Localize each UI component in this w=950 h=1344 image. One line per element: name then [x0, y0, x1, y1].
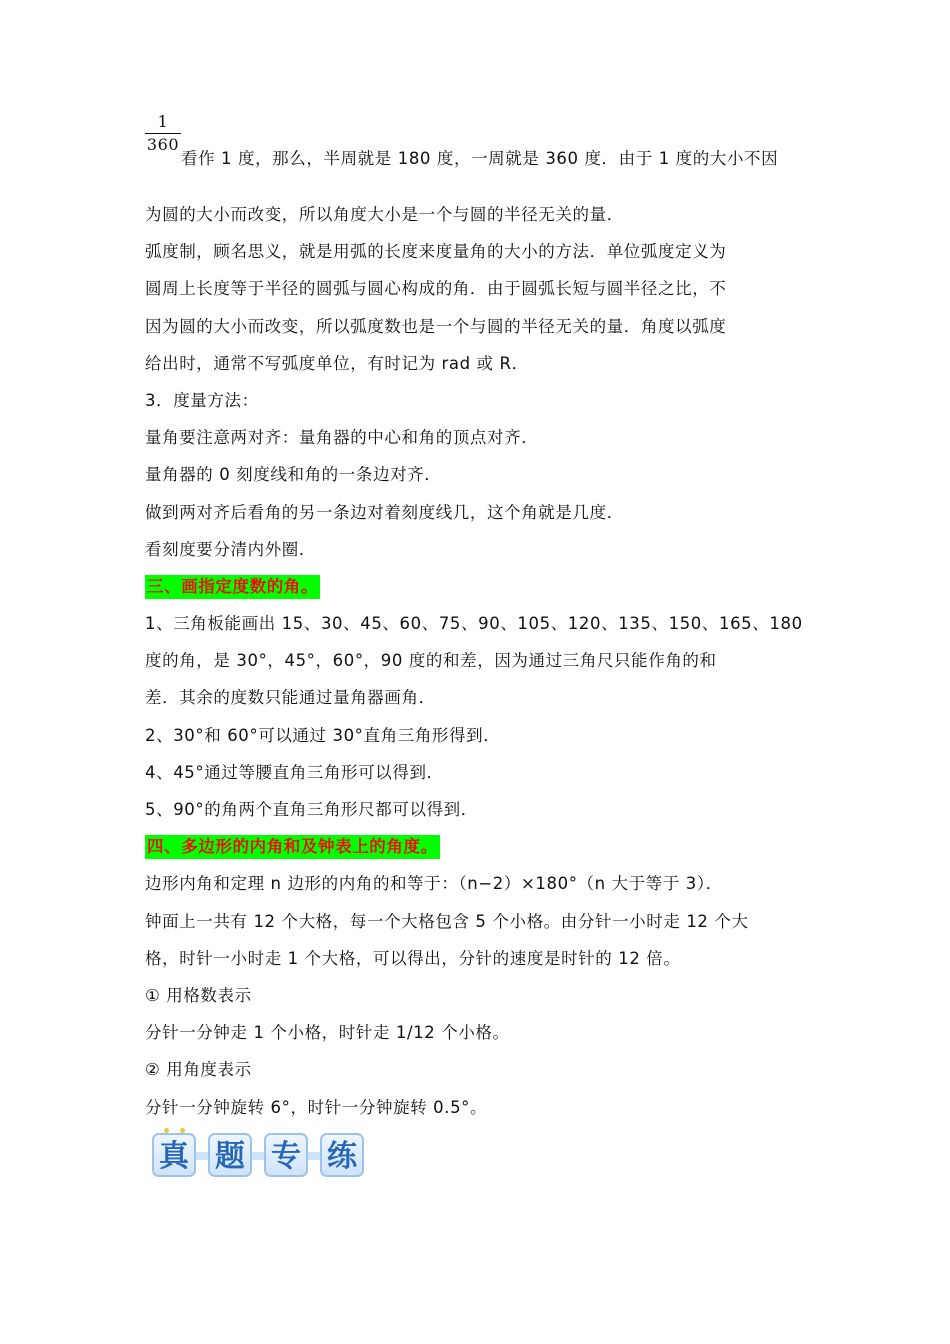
highlighted-heading: 四、多边形的内角和及钟表上的角度。: [145, 835, 440, 859]
logo-tile: 真: [152, 1133, 196, 1177]
text-line: 量角器的 0 刻度线和角的一条边对齐．: [145, 465, 442, 485]
highlighted-heading: 三、画指定度数的角。: [145, 575, 320, 599]
text-line: 圆周上长度等于半径的圆弧与圆心构成的角．由于圆弧长短与圆半径之比，不: [145, 279, 727, 299]
text-line: 做到两对齐后看角的另一条边对着刻度线几，这个角就是几度．: [145, 502, 624, 522]
fraction-one-over-360: [145, 114, 181, 153]
text-line: 分针一分钟旋转 6°，时针一分钟旋转 0.5°。: [145, 1097, 488, 1117]
exam-practice-logo: [150, 1128, 370, 1183]
text-line: 量角要注意两对齐：量角器的中心和角的顶点对齐．: [145, 428, 539, 448]
text-line: 弧度制，顾名思义，就是用弧的长度来度量角的大小的方法．单位弧度定义为: [145, 242, 727, 262]
text-line: 1、三角板能画出 15、30、45、60、75、90、105、120、135、150、165、180: [145, 614, 803, 634]
text-line: 4、45°通过等腰直角三角形可以得到．: [145, 762, 444, 782]
text-line: 为圆的大小而改变，所以角度大小是一个与圆的半径无关的量．: [145, 205, 624, 224]
text-line: 因为圆的大小而改变，所以弧度数也是一个与圆的半径无关的量．角度以弧度: [145, 316, 727, 336]
section-heading-3: [145, 568, 810, 605]
logo-tile: 练: [320, 1133, 364, 1177]
text-line: 看作 1 度，那么，半周就是 180 度，一周就是 360 度．由于 1 度的大小不因: [181, 149, 779, 168]
text-line: 看刻度要分清内外圈．: [145, 539, 316, 559]
text-line: 分针一分钟走 1 个小格，时针走 1/12 个小格。: [145, 1023, 510, 1043]
fraction-numerator: 1: [145, 114, 181, 134]
text-line: 边形内角和定理 n 边形的内角的和等于：（n−2）×180°（n 大于等于 3）．: [145, 874, 723, 894]
paragraph-degree-definition: [145, 110, 810, 178]
section-heading-4: [145, 828, 810, 865]
text-line: 给出时，通常不写弧度单位，有时记为 rad 或 R．: [145, 353, 529, 373]
text-line: 5、90°的角两个直角三角形尺都可以得到．: [145, 800, 478, 819]
document-body: [145, 110, 810, 1126]
logo-tile: 题: [208, 1133, 252, 1177]
logo-tile: 专: [264, 1133, 308, 1177]
fraction-denominator: 360: [146, 135, 180, 154]
text-line: ② 用角度表示: [145, 1060, 252, 1080]
text-line: 差．其余的度数只能通过量角器画角．: [145, 688, 436, 708]
text-line: 3．度量方法：: [145, 390, 259, 410]
text-line: 钟面上一共有 12 个大格，每一个大格包含 5 个小格。由分针一小时走 12 个大: [145, 911, 749, 931]
text-line: 格，时针一小时走 1 个大格，可以得出，分针的速度是时针的 12 倍。: [145, 948, 681, 968]
text-line: 度的角，是 30°，45°，60°，90 度的和差，因为通过三角尺只能作角的和: [145, 651, 717, 671]
text-line: ① 用格数表示: [145, 985, 252, 1005]
text-line: 2、30°和 60°可以通过 30°直角三角形得到．: [145, 725, 501, 745]
